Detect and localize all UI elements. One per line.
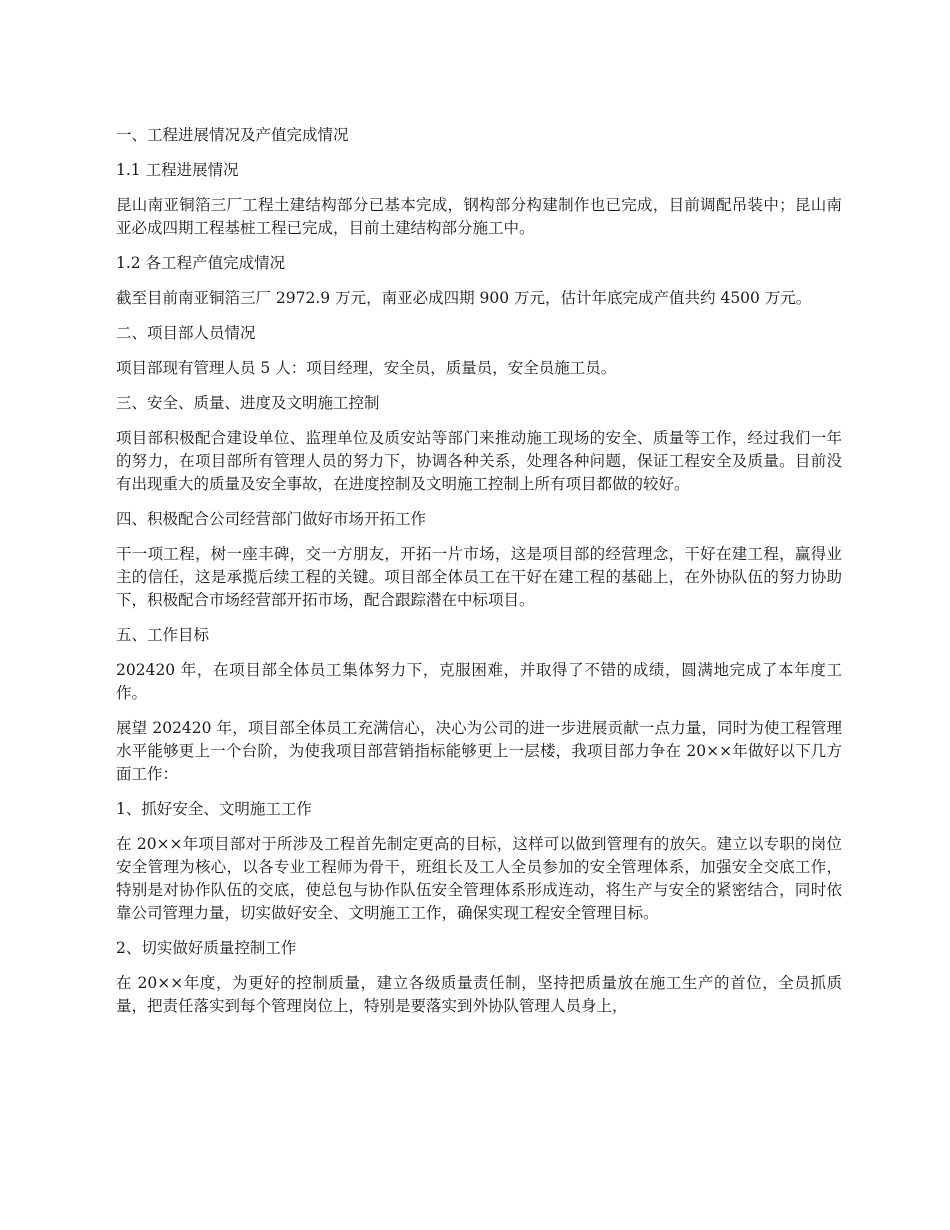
paragraph: 在 20××年项目部对于所涉及工程首先制定更高的目标，这样可以做到管理有的放矢。建立以专职的岗位安全管理为核心，以各专业工程师为骨干，班组长及工人全员参加的安全管理体系，加强安全交底工作，特别是对协作队伍的交底，使总包与协作队伍安全管理体系形成连动，将生产与安全的紧密结合，同时依靠公司管理力量，切实做好安全、文明施工工作，确保实现工程安全管理目标。 xyxy=(116,835,842,922)
paragraph: 展望 202420 年，项目部全体员工充满信心，决心为公司的进一步进展贡献一点力量，同时为使工程管理水平能够更上一个台阶，为使我项目部营销指标能够更上一层楼，我项目部力争在 20××年做好以下几方面工作： xyxy=(116,719,842,783)
paragraph: 项目部现有管理人员 5 人：项目经理，安全员，质量员，安全员施工员。 xyxy=(116,359,617,377)
paragraph: 截至目前南亚铜箔三厂 2972.9 万元，南亚必成四期 900 万元，估计年底完成产值共约 4500 万元。 xyxy=(116,289,812,307)
section-heading: 四、积极配合公司经营部门做好市场开拓工作 xyxy=(116,510,427,528)
paragraph: 202420 年，在项目部全体员工集体努力下，克服困难，并取得了不错的成绩，圆满地完成了本年度工作。 xyxy=(116,661,842,702)
section-heading: 一、工程进展情况及产值完成情况 xyxy=(116,126,349,144)
subsection-heading: 1.1 工程进展情况 xyxy=(116,161,239,179)
paragraph: 干一项工程，树一座丰碑，交一方朋友，开拓一片市场，这是项目部的经营理念，干好在建工程，赢得业主的信任，这是承揽后续工程的关键。项目部全体员工在干好在建工程的基础上，在外协队伍的努力协助下，积极配合市场经营部开拓市场，配合跟踪潜在中标项目。 xyxy=(116,545,842,609)
paragraph: 在 20××年度，为更好的控制质量，建立各级质量责任制，坚持把质量放在施工生产的首位，全员抓质量，把责任落实到每个管理岗位上，特别是要落实到外协队管理人员身上， xyxy=(116,974,842,1015)
subsection-heading: 1.2 各工程产值完成情况 xyxy=(116,254,286,272)
paragraph: 项目部积极配合建设单位、监理单位及质安站等部门来推动施工现场的安全、质量等工作，经过我们一年的努力，在项目部所有管理人员的努力下，协调各种关系，处理各种问题，保证工程安全及质量。目前没有出现重大的质量及安全事故，在进度控制及文明施工控制上所有项目都做的较好。 xyxy=(116,429,842,493)
section-heading: 五、工作目标 xyxy=(116,626,210,644)
section-heading: 二、项目部人员情况 xyxy=(116,324,256,342)
document-body xyxy=(116,124,842,1030)
section-heading: 三、安全、质量、进度及文明施工控制 xyxy=(116,394,380,412)
paragraph: 昆山南亚铜箔三厂工程土建结构部分已基本完成，钢构部分构建制作也已完成，目前调配吊装中；昆山南亚必成四期工程基桩工程已完成，目前土建结构部分施工中。 xyxy=(116,196,842,237)
subsection-heading: 1、抓好安全、文明施工工作 xyxy=(116,800,312,818)
subsection-heading: 2、切实做好质量控制工作 xyxy=(116,939,297,957)
